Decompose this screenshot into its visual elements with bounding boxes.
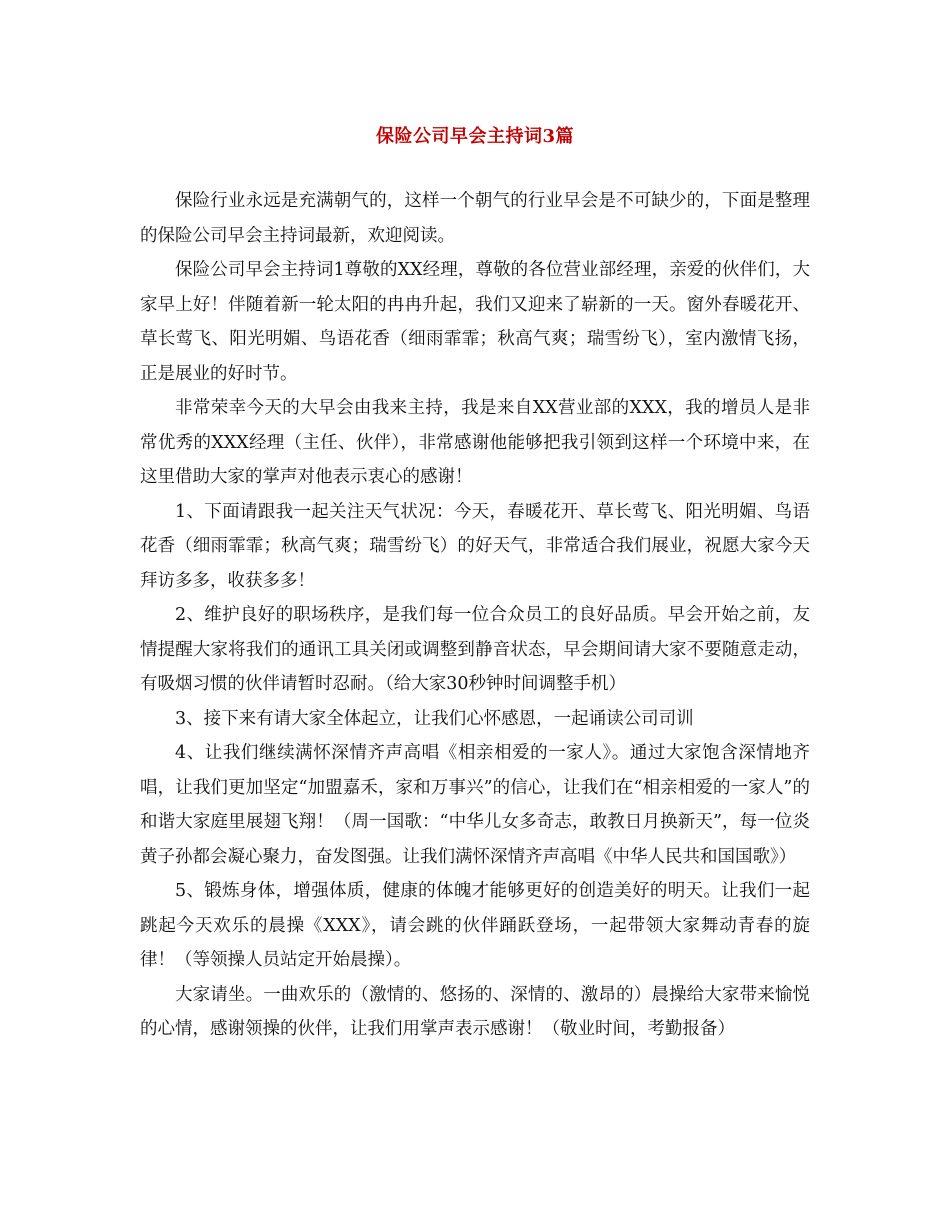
paragraph-item-1-weather: 1、下面请跟我一起关注天气状况：今天，春暖花开、草长莺飞、阳光明媚、鸟语花香（细雨霏霏；秋高气爽；瑞雪纷飞）的好天气，非常适合我们展业，祝愿大家今天拜访多多，收获多多！ xyxy=(140,501,810,591)
paragraph-greeting: 保险公司早会主持词1尊敬的XX经理，尊敬的各位营业部经理，亲爱的伙伴们，大家早上好！伴随着新一轮太阳的冉冉升起，我们又迎来了崭新的一天。窗外春暖花开、草长莺飞、阳光明媚、鸟语花香（细雨霏霏；秋高气爽；瑞雪纷飞），室内激情飞扬，正是展业的好时节。 xyxy=(140,260,810,384)
paragraph-host-introduction: 非常荣幸今天的大早会由我来主持，我是来自XX营业部的XXX，我的增员人是非常优秀的XXX经理（主任、伙伴），非常感谢他能够把我引领到这样一个环境中来，在这里借助大家的掌声对他表示衷心的感谢！ xyxy=(140,398,810,487)
paragraph-item-2-order: 2、维护良好的职场秩序，是我们每一位合众员工的良好品质。早会开始之前，友情提醒大家将我们的通讯工具关闭或调整到静音状态，早会期间请大家不要随意走动，有吸烟习惯的伙伴请暂时忍耐。（给大家30秒钟时间调整手机） xyxy=(140,605,810,694)
document-body xyxy=(140,184,810,1047)
paragraph-item-4-song: 4、让我们继续满怀深情齐声高唱《相亲相爱的一家人》。通过大家饱含深情地齐唱，让我们更加坚定“加盟嘉禾，家和万事兴”的信心，让我们在“相亲相爱的一家人”的和谐大家庭里展翅飞翔！（周一国歌：“中华儿女多奇志，敢教日月换新天”，每一位炎黄子孙都会凝心聚力，奋发图强。让我们满怀深情齐声高唱《中华人民共和国国歌》） xyxy=(140,743,810,867)
paragraph-item-5-exercise: 5、锻炼身体，增强体质，健康的体魄才能够更好的创造美好的明天。让我们一起跳起今天欢乐的晨操《XXX》，请会跳的伙伴踊跃登场，一起带领大家舞动青春的旋律！（等领操人员站定开始晨操）。 xyxy=(140,881,810,970)
paragraph-item-3-motto: 3、接下来有请大家全体起立，让我们心怀感恩，一起诵读公司司训 xyxy=(175,708,694,729)
paragraph-intro: 保险行业永远是充满朝气的，这样一个朝气的行业早会是不可缺少的，下面是整理的保险公司早会主持词最新，欢迎阅读。 xyxy=(140,191,810,246)
document-title: 保险公司早会主持词3篇 xyxy=(375,126,575,147)
paragraph-closing: 大家请坐。一曲欢乐的（激情的、悠扬的、深情的、激昂的）晨操给大家带来愉悦的心情，感谢领操的伙伴，让我们用掌声表示感谢！（敬业时间，考勤报备） xyxy=(140,984,810,1039)
